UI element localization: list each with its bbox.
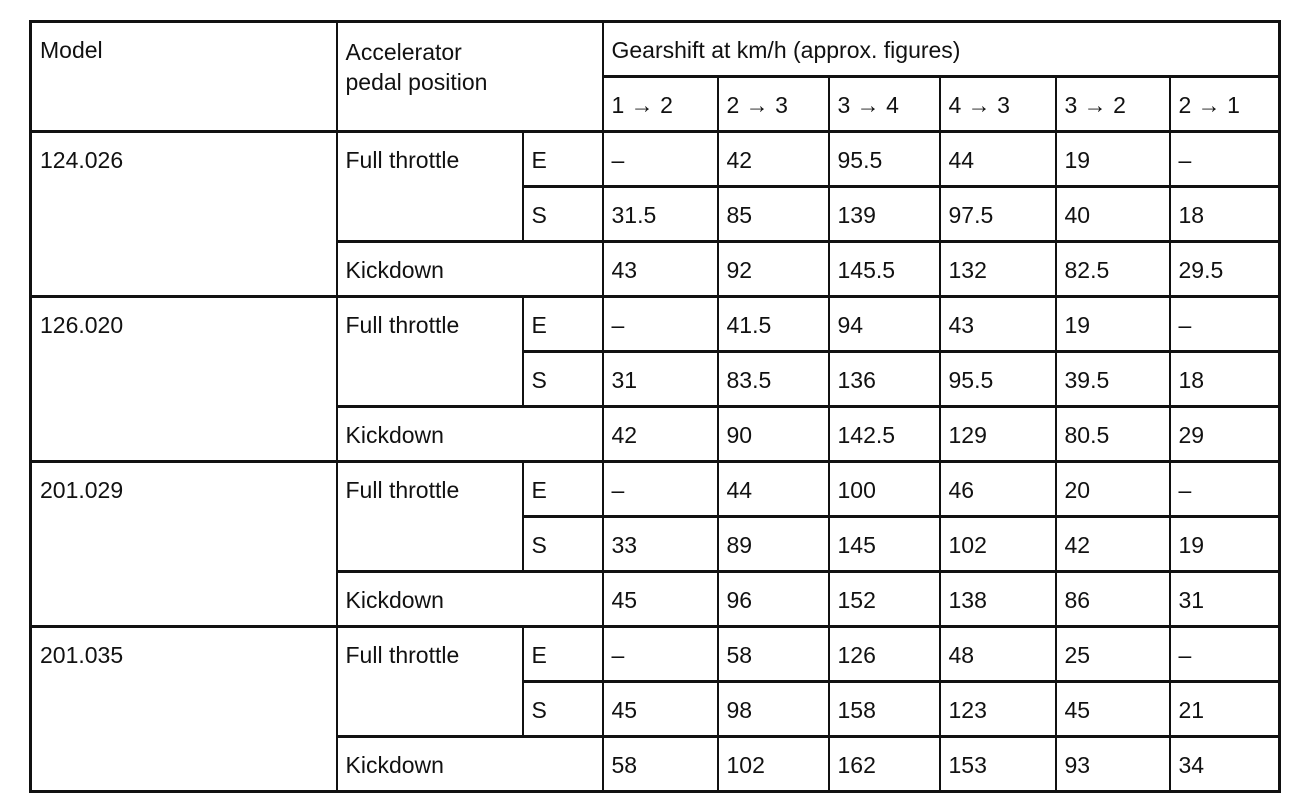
shift-header-2-1: 2 → 1 [1170, 77, 1280, 132]
full-throttle-label: Full throttle [337, 462, 523, 572]
speed-value-cell: 129 [940, 407, 1056, 462]
speed-value-cell: 80.5 [1056, 407, 1170, 462]
shift-header-3-4: 3 → 4 [829, 77, 940, 132]
speed-value-cell: 45 [1056, 682, 1170, 737]
pedal-position-column-header [337, 22, 603, 132]
speed-value-cell: 25 [1056, 627, 1170, 682]
speed-value-cell: 45 [603, 682, 718, 737]
speed-value-cell: 40 [1056, 187, 1170, 242]
speed-value-cell: 39.5 [1056, 352, 1170, 407]
speed-value-cell: 126 [829, 627, 940, 682]
model-column-header: Model [31, 22, 337, 132]
speed-value-cell: – [1170, 132, 1280, 187]
speed-value-cell: 138 [940, 572, 1056, 627]
pedal-header-line-1: Accelerator [345, 39, 462, 65]
mode-e-label: E [523, 462, 603, 517]
speed-value-cell: 136 [829, 352, 940, 407]
speed-value-cell: 85 [718, 187, 829, 242]
speed-value-cell: 41.5 [718, 297, 829, 352]
pedal-header-line-2: pedal position [345, 69, 488, 95]
full-throttle-label: Full throttle [337, 627, 523, 737]
table-row [31, 462, 1280, 517]
table-row [31, 132, 1280, 187]
speed-value-cell: 58 [718, 627, 829, 682]
speed-value-cell: 44 [718, 462, 829, 517]
speed-value-cell: 44 [940, 132, 1056, 187]
speed-value-cell: 142.5 [829, 407, 940, 462]
model-number-cell: 126.020 [31, 297, 337, 462]
mode-e-label: E [523, 627, 603, 682]
speed-value-cell: 42 [603, 407, 718, 462]
kickdown-label: Kickdown [337, 407, 603, 462]
kickdown-label: Kickdown [337, 572, 603, 627]
gearshift-table-document [29, 20, 1281, 793]
speed-value-cell: 94 [829, 297, 940, 352]
speed-value-cell: 48 [940, 627, 1056, 682]
kickdown-label: Kickdown [337, 737, 603, 792]
speed-value-cell: 82.5 [1056, 242, 1170, 297]
speed-value-cell: – [1170, 462, 1280, 517]
model-number-cell: 201.035 [31, 627, 337, 792]
speed-value-cell: 19 [1056, 297, 1170, 352]
speed-value-cell: 98 [718, 682, 829, 737]
shift-header-1-2: 1 → 2 [603, 77, 718, 132]
mode-s-label: S [523, 352, 603, 407]
speed-value-cell: – [603, 462, 718, 517]
speed-value-cell: – [603, 132, 718, 187]
speed-value-cell: 34 [1170, 737, 1280, 792]
mode-s-label: S [523, 187, 603, 242]
speed-value-cell: 58 [603, 737, 718, 792]
speed-value-cell: 95.5 [940, 352, 1056, 407]
speed-value-cell: – [1170, 297, 1280, 352]
speed-value-cell: 95.5 [829, 132, 940, 187]
speed-value-cell: 18 [1170, 187, 1280, 242]
mode-s-label: S [523, 517, 603, 572]
table-header [31, 22, 1280, 132]
model-number-cell: 201.029 [31, 462, 337, 627]
speed-value-cell: 86 [1056, 572, 1170, 627]
speed-value-cell: 31.5 [603, 187, 718, 242]
speed-value-cell: 33 [603, 517, 718, 572]
table-row [31, 627, 1280, 682]
speed-value-cell: 132 [940, 242, 1056, 297]
speed-value-cell: 42 [718, 132, 829, 187]
speed-value-cell: 83.5 [718, 352, 829, 407]
gearshift-table [29, 20, 1281, 793]
shift-header-3-2: 3 → 2 [1056, 77, 1170, 132]
speed-value-cell: 18 [1170, 352, 1280, 407]
speed-value-cell: 92 [718, 242, 829, 297]
speed-value-cell: 29 [1170, 407, 1280, 462]
speed-value-cell: 29.5 [1170, 242, 1280, 297]
shift-header-2-3: 2 → 3 [718, 77, 829, 132]
table-row [31, 297, 1280, 352]
speed-value-cell: 89 [718, 517, 829, 572]
speed-value-cell: 139 [829, 187, 940, 242]
speed-value-cell: 31 [1170, 572, 1280, 627]
speed-value-cell: 93 [1056, 737, 1170, 792]
kickdown-label: Kickdown [337, 242, 603, 297]
full-throttle-label: Full throttle [337, 297, 523, 407]
speed-value-cell: 96 [718, 572, 829, 627]
speed-value-cell: 42 [1056, 517, 1170, 572]
speed-value-cell: 123 [940, 682, 1056, 737]
speed-value-cell: 31 [603, 352, 718, 407]
speed-value-cell: 45 [603, 572, 718, 627]
gearshift-group-header: Gearshift at km/h (approx. figures) [603, 22, 1280, 77]
speed-value-cell: 100 [829, 462, 940, 517]
mode-e-label: E [523, 297, 603, 352]
model-number-cell: 124.026 [31, 132, 337, 297]
speed-value-cell: 145 [829, 517, 940, 572]
shift-header-4-3: 4 → 3 [940, 77, 1056, 132]
speed-value-cell: 46 [940, 462, 1056, 517]
mode-s-label: S [523, 682, 603, 737]
speed-value-cell: 158 [829, 682, 940, 737]
speed-value-cell: 90 [718, 407, 829, 462]
speed-value-cell: – [1170, 627, 1280, 682]
table-body [31, 132, 1280, 792]
speed-value-cell: 102 [718, 737, 829, 792]
speed-value-cell: 43 [940, 297, 1056, 352]
speed-value-cell: 162 [829, 737, 940, 792]
full-throttle-label: Full throttle [337, 132, 523, 242]
speed-value-cell: 145.5 [829, 242, 940, 297]
speed-value-cell: – [603, 297, 718, 352]
speed-value-cell: 20 [1056, 462, 1170, 517]
mode-e-label: E [523, 132, 603, 187]
speed-value-cell: 102 [940, 517, 1056, 572]
speed-value-cell: 21 [1170, 682, 1280, 737]
speed-value-cell: 19 [1170, 517, 1280, 572]
speed-value-cell: 19 [1056, 132, 1170, 187]
speed-value-cell: 43 [603, 242, 718, 297]
speed-value-cell: 97.5 [940, 187, 1056, 242]
speed-value-cell: 152 [829, 572, 940, 627]
speed-value-cell: 153 [940, 737, 1056, 792]
speed-value-cell: – [603, 627, 718, 682]
